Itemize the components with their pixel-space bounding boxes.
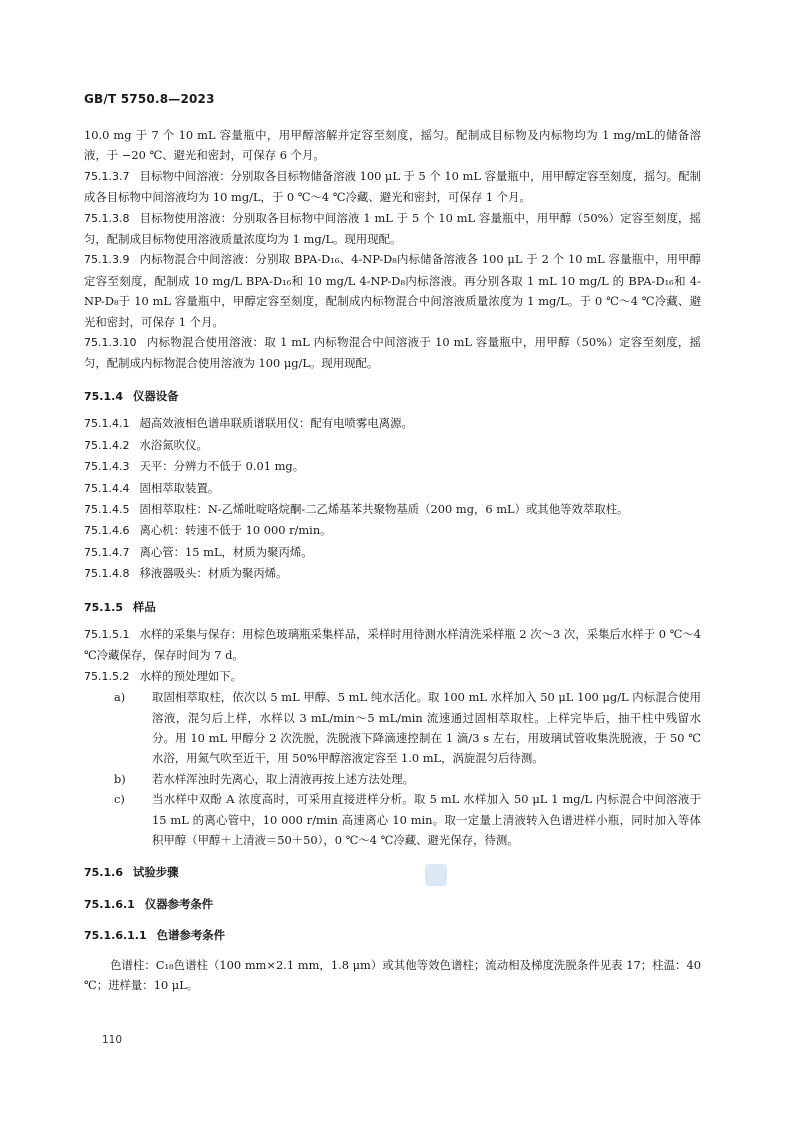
clause-75-1-3-7: [84, 166, 701, 208]
clause-number: 75.1.4.5: [84, 502, 130, 516]
clause-text: 水样的预处理如下。: [139, 668, 243, 683]
section-title: 色谱参考条件: [156, 928, 225, 943]
list-label: a): [114, 690, 126, 705]
section-heading-samples: [84, 597, 701, 618]
clause-number: 75.1.4.6: [84, 524, 130, 538]
clause-text: 超高效液相色谱串联质谱联用仪：配有电喷雾电离源。: [139, 416, 413, 431]
clause-number: 75.1.4.4: [84, 481, 130, 495]
clause-number: 75.1.4.8: [84, 567, 130, 581]
section-number: 75.1.5: [84, 600, 123, 614]
section-title: 试验步骤: [132, 865, 179, 880]
clause-75-1-4-6: [84, 520, 701, 541]
section-heading-steps: [84, 862, 701, 883]
standard-number: GB/T 5750.8—2023: [84, 92, 215, 106]
list-label: b): [114, 771, 126, 786]
clause-text: 内标物混合中间溶液：分别取 BPA-D₁₆、4-NP-D₈内标储备溶液各 100 μL 于 2 个 10 mL 容量瓶中，用甲醇定容至刻度，配制成 10 mg/L BPA-D₁₆和 10 mg/L 4-NP-D₈内标溶液。再分别各取 1 mL 10 mg/L 的 BPA-D₁₆和 4-NP-D₈于 10 mL 容量瓶中，甲醇定容至刻度，配制成内标物混合中间溶液质量浓度为 1 mg/L。于 0 ℃～4 ℃冷藏、避光和密封，可保存 1 个月。: [84, 252, 701, 329]
clause-number: 75.1.4.2: [84, 438, 130, 452]
clause-number: 75.1.4.7: [84, 545, 130, 559]
clause-75-1-5-1: [84, 624, 701, 666]
clause-75-1-4-1: [84, 413, 701, 434]
clause-text: 固相萃取柱：N-乙烯吡啶咯烷酮-二乙烯基苯共聚物基质（200 mg，6 mL）或其他等效萃取柱。: [139, 501, 629, 516]
list-text: 取固相萃取柱，依次以 5 mL 甲醇、5 mL 纯水活化。取 100 mL 水样加入 50 μL 100 μg/L 内标混合使用溶液，混匀后上样，水样以 3 mL/min～5 mL/min 流速通过固相萃取柱。上样完毕后，抽干柱中残留水分。用 10 mL 甲醇分 2 次洗脱，洗脱液下降滴速控制在 1 滴/3 s 左右，用玻璃试管收集洗脱液，于 50 ℃水浴，用氮气吹至近干，用 50%甲醇溶液定容至 1.0 mL，涡旋混匀后待测。: [152, 690, 701, 766]
clause-text: 天平：分辨力不低于 0.01 mg。: [139, 459, 305, 474]
section-number: 75.1.4: [84, 389, 123, 403]
clause-text: 目标物使用溶液：分别取各目标物中间溶液 1 mL 于 5 个 10 mL 容量瓶中，用甲醇（50%）定容至刻度，摇匀，配制成目标物使用溶液质量浓度均为 1 mg/L。现用现配。: [84, 210, 701, 247]
chromatography-conditions: 色谱柱：C₁₈色谱柱（100 mm×2.1 mm，1.8 μm）或其他等效色谱柱；流动相及梯度洗脱条件见表 17；柱温：40 ℃；进样量：10 μL。: [84, 957, 701, 993]
clause-number: 75.1.5.2: [84, 669, 130, 683]
clause-75-1-3-8: [84, 208, 701, 250]
clause-75-1-4-2: [84, 435, 701, 456]
clause-75-1-5-2: [84, 666, 701, 687]
clause-text: 水样的采集与保存：用棕色玻璃瓶采集样品，采样时用待测水样清洗采样瓶 2 次～3 次，采集后水样于 0 ℃～4 ℃冷藏保存，保存时间为 7 d。: [84, 626, 701, 663]
clause-text: 离心管：15 mL，材质为聚丙烯。: [139, 544, 313, 559]
list-text: 当水样中双酚 A 浓度高时，可采用直接进样分析。取 5 mL 水样加入 50 μL 1 mg/L 内标混合中间溶液于 15 mL 的离心管中，10 000 r/min 高速离心 10 min。取一定量上清液转入色谱进样小瓶，同时加入等体积甲醇（甲醇＋上清液＝50＋50），0 ℃～4 ℃冷藏、避光保存，待测。: [152, 792, 701, 847]
clause-75-1-4-8: [84, 563, 701, 584]
section-number: 75.1.6.1.1: [84, 929, 147, 943]
clause-75-1-3-9: [84, 249, 701, 332]
clause-number: 75.1.4.3: [84, 460, 130, 474]
clause-text: 内标物混合使用溶液：取 1 mL 内标物混合中间溶液于 10 mL 容量瓶中，用甲醇（50%）定容至刻度，摇匀，配制成内标物混合使用溶液为 100 μg/L。现用现配。: [84, 335, 701, 371]
list-item-a: [84, 687, 701, 769]
section-title: 仪器设备: [132, 388, 179, 403]
clause-text: 固相萃取装置。: [139, 480, 220, 495]
clause-text: 移液器吸头：材质为聚丙烯。: [139, 566, 288, 581]
clause-number: 75.1.3.10: [84, 336, 137, 350]
clause-number: 75.1.3.7: [84, 169, 130, 183]
list-item-b: [84, 769, 701, 789]
clause-75-1-4-3: [84, 456, 701, 477]
paragraph: 10.0 mg 于 7 个 10 mL 容量瓶中，用甲醇溶解并定容至刻度，摇匀。配制成目标物及内标物均为 1 mg/mL的储备溶液，于 −20 ℃、避光和密封，可保存 6 个月。: [84, 128, 701, 163]
section-heading-conditions: [84, 894, 701, 915]
section-title: 样品: [132, 599, 156, 614]
clause-75-1-3-10: [84, 332, 701, 374]
section-heading-chromatography: [84, 925, 701, 946]
clause-number: 75.1.5.1: [84, 627, 130, 641]
section-number: 75.1.6: [84, 866, 123, 880]
clause-text: 水浴氮吹仪。: [139, 437, 208, 452]
page-number: 110: [102, 1034, 123, 1046]
clause-75-1-4-7: [84, 542, 701, 563]
clause-number: 75.1.4.1: [84, 417, 130, 431]
list-text: 若水样浑浊时先离心，取上清液再按上述方法处理。: [152, 771, 414, 786]
section-title: 仪器参考条件: [144, 896, 214, 911]
list-item-c: [84, 789, 701, 850]
watermark-seal: [425, 864, 447, 886]
clause-text: 目标物中间溶液：分别取各目标物储备溶液 100 μL 于 5 个 10 mL 容量瓶中，用甲醇定容至刻度，摇匀。配制成各目标物中间溶液均为 10 mg/L，于 0 ℃～4 ℃冷藏、避光和密封，可保存 1 个月。: [84, 168, 701, 205]
clause-text: 离心机：转速不低于 10 000 r/min。: [139, 523, 332, 538]
section-number: 75.1.6.1: [84, 897, 135, 911]
clause-number: 75.1.3.9: [84, 253, 130, 267]
clause-number: 75.1.3.8: [84, 211, 130, 225]
clause-75-1-4-5: [84, 499, 701, 520]
clause-75-1-4-4: [84, 478, 701, 499]
section-heading-instruments: [84, 386, 701, 407]
document-body: [84, 125, 701, 995]
list-label: c): [114, 792, 125, 807]
